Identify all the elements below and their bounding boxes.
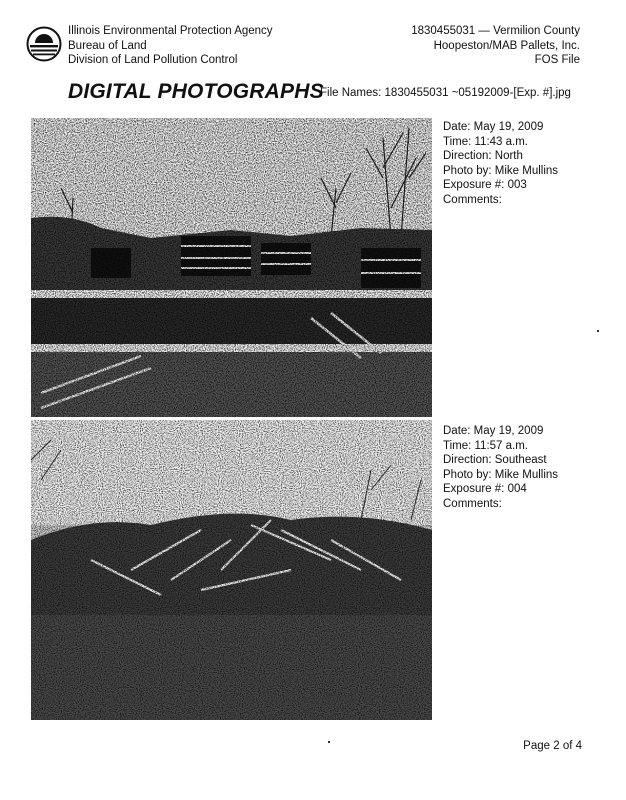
photo-comments: Comments: (443, 497, 502, 510)
photo-direction: Direction: North (443, 150, 523, 162)
agency-block (68, 24, 273, 68)
photo-details-003 (443, 120, 558, 207)
photo-date: Date: May 19, 2009 (443, 425, 544, 437)
photo-exposure: Exposure #: 004 (443, 483, 527, 495)
scan-speck (328, 741, 330, 743)
photo-time: Time: 11:43 a.m. (443, 135, 529, 148)
photo-exposure: Exposure #: 003 (443, 179, 527, 191)
photo-comments: Comments: (443, 193, 502, 206)
illinois-epa-logo-icon (26, 26, 62, 62)
site-id-county: 1830455031 — Vermilion County (411, 25, 580, 37)
title-row (68, 80, 588, 110)
site-info-block (411, 24, 580, 68)
photo-photographer: Photo by: Mike Mullins (443, 468, 559, 481)
bureau-name: Bureau of Land (68, 39, 147, 52)
photo-date: Date: May 19, 2009 (443, 121, 544, 133)
photo-direction: Direction: Southeast (443, 454, 547, 466)
division-name: Division of Land Pollution Control (68, 54, 238, 66)
photograph-exposure-004 (31, 420, 432, 720)
file-names: File Names: 1830455031 ~05192009-[Exp. #].jpg (320, 87, 571, 99)
photo-photographer: Photo by: Mike Mullins (443, 164, 559, 177)
site-name: Hoopeston/MAB Pallets, Inc. (433, 39, 580, 52)
photograph-exposure-003 (31, 118, 432, 417)
photo-time: Time: 11:57 a.m. (443, 439, 529, 452)
document-title: DIGITAL PHOTOGRAPHS (68, 80, 324, 103)
agency-name: Illinois Environmental Protection Agency (68, 25, 273, 37)
photo-details-004 (443, 424, 558, 511)
scan-speck (597, 330, 599, 332)
file-type: FOS File (534, 54, 580, 66)
page-number: Page 2 of 4 (523, 740, 582, 752)
